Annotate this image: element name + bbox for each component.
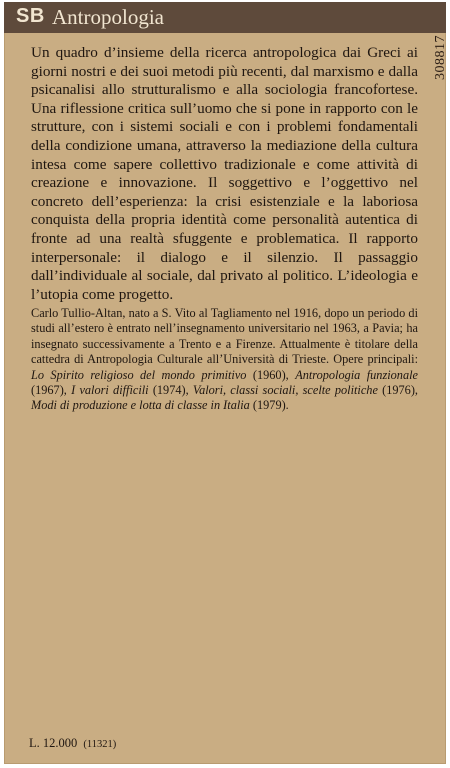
book-back-cover: [4, 2, 446, 764]
series-header: [4, 2, 446, 33]
price-label: L. 12.000: [29, 736, 78, 750]
work-year: (1960),: [246, 367, 296, 382]
series-name: Antropologia: [52, 5, 164, 29]
work-title: Antropologia funzionale: [295, 367, 418, 382]
work-title: I valori difficili: [71, 383, 149, 398]
work-year: (1967),: [31, 383, 72, 398]
bio-intro: Carlo Tullio-Altan, nato a S. Vito al Tagliamento nel 1916, dopo un periodo di studi all’estero è entrato nell’insegnamento universitario nel 1963, a Pavia; ha insegnato successivamente a Trento e a Firenze. Attualmente è titolare della cattedra di Antropologia Culturale all’Università di Trieste. Opere principali:: [31, 306, 418, 367]
work-year: (1979).: [249, 398, 289, 413]
work-year: (1974),: [148, 383, 193, 398]
author-biography: [31, 306, 418, 414]
work-title: Modi di produzione e lotta di classe in Italia: [31, 398, 250, 413]
book-description: Un quadro d’insieme della ricerca antropologica dai Greci ai giorni nostri e dei suoi metodi più recenti, dal marxismo e dalla psicanalisi allo strutturalismo e alla sociologia francofortese. Una riflessione critica sull’uomo che si pone in rapporto con le strutture, con i sistemi sociali e con i problemi fondamentali della condizione umana, attraverso la mediazione della cultura intesa come sapere collettivo tradizionale e come attività di creazione e innovazione. Il soggettivo e l’oggettivo nel concreto dell’esperienza: la crisi esistenziale e la laboriosa conquista della propria identità come personalità autentica di fronte ad una realtà sfuggente e problematica. Il rapporto interpersonale: il dialogo e il silenzio. Il passaggio dall’individuale al sociale, dal privato al politico. L’ideologia e l’utopia come progetto.: [31, 44, 418, 303]
series-code: SB: [16, 5, 45, 27]
serial-number: 308817: [433, 35, 448, 80]
work-year: (1976),: [377, 383, 419, 398]
work-title: Valori, classi sociali, scelte politiche: [192, 383, 378, 398]
price: [29, 736, 116, 751]
price-code: (11321): [83, 739, 117, 750]
work-title: Lo Spirito religioso del mondo primitivo: [31, 367, 247, 382]
